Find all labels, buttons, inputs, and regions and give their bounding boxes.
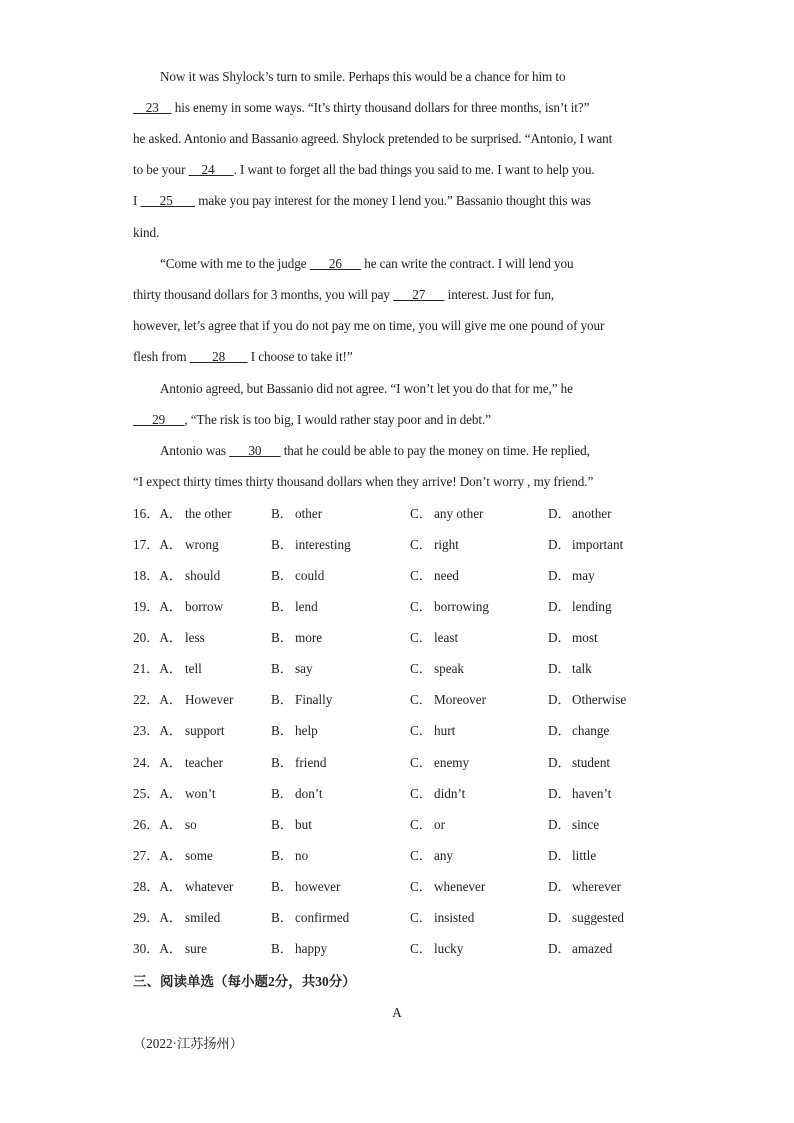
passage-text: I (133, 193, 141, 208)
passage-text: that he could be able to pay the money on time. He replied, (280, 443, 590, 458)
question-number: 19．A． (133, 599, 183, 614)
answer-blank: 26 (309, 256, 362, 271)
option-c: enemy (434, 755, 470, 770)
option-c: Moreover (434, 692, 486, 707)
passage-text: I choose to take it!” (247, 349, 353, 364)
passage-text: Now it was Shylock’s turn to smile. Perhaps this would be a chance for him to (160, 69, 566, 84)
passage-text: flesh from (133, 349, 190, 364)
question-row (133, 505, 673, 523)
option-c-label: C． (410, 692, 432, 707)
option-b: say (295, 661, 313, 676)
passage-line (133, 130, 663, 148)
question-row (133, 754, 673, 772)
question-number: 20．A． (133, 630, 183, 645)
option-a: wrong (185, 537, 219, 552)
option-d: Otherwise (572, 692, 627, 707)
option-d-label: D． (548, 910, 571, 925)
option-d-label: D． (548, 599, 571, 614)
option-c-label: C． (410, 879, 432, 894)
passage-letter: A (392, 1005, 402, 1020)
option-a: However (185, 692, 234, 707)
option-b-label: B． (271, 786, 293, 801)
option-b: however (295, 879, 341, 894)
question-number: 21．A． (133, 661, 183, 676)
option-b-label: B． (271, 910, 293, 925)
option-b: help (295, 723, 318, 738)
passage-line (133, 286, 663, 304)
passage-text: however, let’s agree that if you do not pay me on time, you will give me one pound of your (133, 318, 605, 333)
question-number: 26．A． (133, 817, 183, 832)
passage-text: . I want to forget all the bad things you said to me. I want to help you. (233, 162, 595, 177)
option-b-label: B． (271, 755, 293, 770)
option-a: teacher (185, 755, 224, 770)
option-b-label: B． (271, 941, 293, 956)
option-b: don’t (295, 786, 323, 801)
question-number: 29．A． (133, 910, 183, 925)
answer-blank: 24 (188, 162, 234, 177)
question-row (133, 816, 673, 834)
option-b-label: B． (271, 599, 293, 614)
question-number: 22．A． (133, 692, 183, 707)
option-d-label: D． (548, 630, 571, 645)
option-c-label: C． (410, 599, 432, 614)
option-c: insisted (434, 910, 475, 925)
option-c-label: C． (410, 537, 432, 552)
passage-text: “Come with me to the judge (160, 256, 310, 271)
passage-text: Antonio agreed, but Bassanio did not agree. “I won’t let you do that for me,” he (160, 381, 573, 396)
question-number: 16．A． (133, 506, 183, 521)
passage-line (160, 442, 690, 460)
option-c: lucky (434, 941, 464, 956)
question-row (133, 909, 673, 927)
question-number: 23．A． (133, 723, 183, 738)
option-c-label: C． (410, 786, 432, 801)
option-c-label: C． (410, 817, 432, 832)
passage-line (133, 224, 663, 242)
option-b: Finally (295, 692, 333, 707)
question-number: 28．A． (133, 879, 183, 894)
option-d-label: D． (548, 941, 571, 956)
passage-line (133, 473, 663, 491)
option-a: so (185, 817, 197, 832)
option-a: borrow (185, 599, 224, 614)
passage-line (133, 99, 663, 117)
passage-line (133, 161, 663, 179)
option-d-label: D． (548, 723, 571, 738)
option-d: little (572, 848, 597, 863)
option-a: support (185, 723, 225, 738)
option-c: borrowing (434, 599, 489, 614)
option-d: lending (572, 599, 612, 614)
option-d-label: D． (548, 506, 571, 521)
passage-text: to be your (133, 162, 189, 177)
option-d-label: D． (548, 661, 571, 676)
option-c: least (434, 630, 459, 645)
passage-text: make you pay interest for the money I lend you.” Bassanio thought this was (195, 193, 591, 208)
option-c-label: C． (410, 910, 432, 925)
option-b-label: B． (271, 506, 293, 521)
option-b-label: B． (271, 723, 293, 738)
option-c-label: C． (410, 568, 432, 583)
option-d: most (572, 630, 598, 645)
question-number: 27．A． (133, 848, 183, 863)
option-b: but (295, 817, 312, 832)
option-c: right (434, 537, 459, 552)
option-d-label: D． (548, 537, 571, 552)
option-a: the other (185, 506, 232, 521)
option-c: any (434, 848, 454, 863)
section-heading: 三、阅读单选（每小题2分，共30分） (133, 974, 356, 989)
question-row (133, 660, 673, 678)
answer-blank: 27 (393, 287, 445, 302)
option-a: sure (185, 941, 207, 956)
option-d: talk (572, 661, 592, 676)
option-d-label: D． (548, 879, 571, 894)
option-a: smiled (185, 910, 221, 925)
option-b-label: B． (271, 817, 293, 832)
question-number: 25．A． (133, 786, 183, 801)
option-d-label: D． (548, 786, 571, 801)
passage-text: his enemy in some ways. “It’s thirty thousand dollars for three months, isn’t it?” (171, 100, 590, 115)
option-c-label: C． (410, 941, 432, 956)
question-number: 30．A． (133, 941, 183, 956)
question-number: 24．A． (133, 755, 183, 770)
answer-blank: 25 (140, 193, 196, 208)
passage-line (160, 68, 690, 86)
option-d: change (572, 723, 610, 738)
question-row (133, 878, 673, 896)
option-b-label: B． (271, 537, 293, 552)
question-number: 18．A． (133, 568, 183, 583)
option-b: other (295, 506, 323, 521)
option-c: speak (434, 661, 465, 676)
option-b: happy (295, 941, 328, 956)
question-row (133, 567, 673, 585)
passage-line (133, 192, 663, 210)
passage-text: Antonio was (160, 443, 230, 458)
option-c-label: C． (410, 506, 432, 521)
option-d: haven’t (572, 786, 612, 801)
option-d: wherever (572, 879, 622, 894)
option-c: or (434, 817, 445, 832)
answer-blank: 29 (133, 412, 185, 427)
option-b: friend (295, 755, 327, 770)
option-c: didn’t (434, 786, 466, 801)
passage-text: kind. (133, 225, 160, 240)
passage-line (160, 255, 690, 273)
option-d-label: D． (548, 817, 571, 832)
option-a: less (185, 630, 205, 645)
answer-blank: 23 (133, 100, 172, 115)
option-d: amazed (572, 941, 613, 956)
option-a: tell (185, 661, 202, 676)
option-b-label: B． (271, 568, 293, 583)
option-a: some (185, 848, 213, 863)
option-d: may (572, 568, 595, 583)
passage-text: “I expect thirty times thirty thousand dollars when they arrive! Don’t worry , my friend.” (133, 474, 594, 489)
option-c: any other (434, 506, 484, 521)
option-d-label: D． (548, 692, 571, 707)
passage-line (133, 348, 663, 366)
option-b: lend (295, 599, 318, 614)
option-b-label: B． (271, 630, 293, 645)
option-b: more (295, 630, 323, 645)
question-row (133, 847, 673, 865)
option-b-label: B． (271, 661, 293, 676)
question-row (133, 536, 673, 554)
option-a: should (185, 568, 221, 583)
passage-text: he asked. Antonio and Bassanio agreed. Shylock pretended to be surprised. “Antonio, I want (133, 131, 613, 146)
option-b-label: B． (271, 848, 293, 863)
passage-text: he can write the contract. I will lend you (361, 256, 574, 271)
option-d: important (572, 537, 624, 552)
option-c: whenever (434, 879, 486, 894)
option-b: could (295, 568, 325, 583)
option-a: whatever (185, 879, 234, 894)
passage-line (160, 380, 690, 398)
option-d: student (572, 755, 611, 770)
option-d: since (572, 817, 600, 832)
answer-blank: 28 (189, 349, 248, 364)
question-row (133, 598, 673, 616)
question-row (133, 722, 673, 740)
passage-line (133, 411, 663, 429)
question-number: 17．A． (133, 537, 183, 552)
passage-line (133, 317, 663, 335)
option-c-label: C． (410, 848, 432, 863)
passage-text: thirty thousand dollars for 3 months, you will pay (133, 287, 394, 302)
option-a: won’t (185, 786, 216, 801)
answer-blank: 30 (229, 443, 281, 458)
option-c-label: C． (410, 630, 432, 645)
option-b: interesting (295, 537, 351, 552)
option-d: suggested (572, 910, 625, 925)
option-c: hurt (434, 723, 456, 738)
option-b: confirmed (295, 910, 350, 925)
option-b-label: B． (271, 879, 293, 894)
option-d-label: D． (548, 755, 571, 770)
question-row (133, 691, 673, 709)
option-b-label: B． (271, 692, 293, 707)
question-row (133, 785, 673, 803)
option-c-label: C． (410, 661, 432, 676)
question-row (133, 629, 673, 647)
passage-text: , “The risk is too big, I would rather stay poor and in debt.” (184, 412, 491, 427)
option-c-label: C． (410, 723, 432, 738)
source-note: （2022·江苏扬州） (133, 1036, 243, 1051)
option-c: need (434, 568, 459, 583)
question-row (133, 940, 673, 958)
option-b: no (295, 848, 309, 863)
passage-text: interest. Just for fun, (444, 287, 555, 302)
option-d-label: D． (548, 848, 571, 863)
option-d: another (572, 506, 612, 521)
option-d-label: D． (548, 568, 571, 583)
option-c-label: C． (410, 755, 432, 770)
